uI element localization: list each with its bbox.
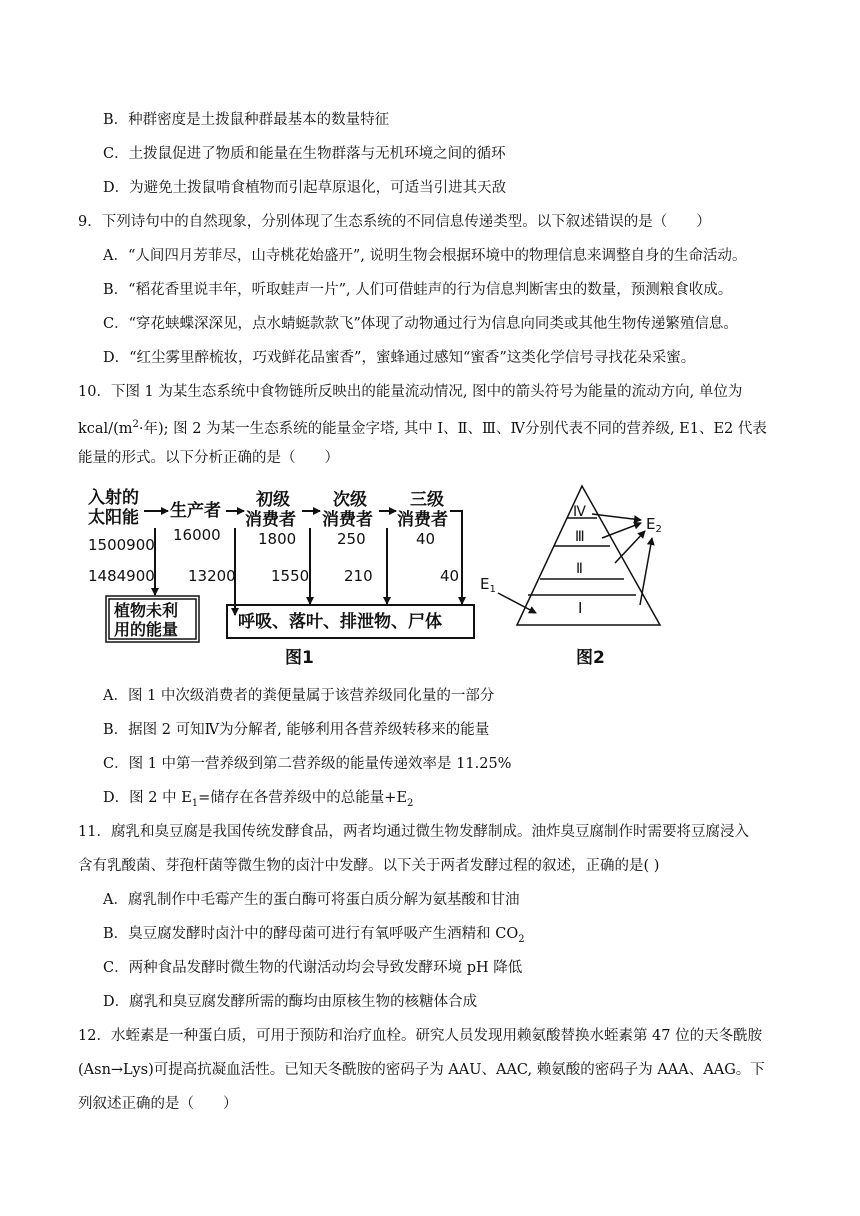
option-letter: C． [103, 146, 129, 162]
q10-stem-line1: 10．下图 1 为某生态系统中食物链所反映出的能量流动情况, 图中的箭头符号为能量的流动方向, 单位为 [78, 384, 743, 400]
q10-option-c [103, 754, 511, 774]
q12-stem-line1: 12．水蛭素是一种蛋白质，可用于预防和治疗血栓。研究人员发现用赖氨酸替换水蛭素第 47 位的天冬酰胺 [78, 1028, 763, 1044]
box-unused-line2: 用的能量 [114, 620, 179, 639]
q11-stem-line1: 11．腐乳和臭豆腐是我国传统发酵食品，两者均通过微生物发酵制成。油炸臭豆腐制作时需要将豆腐浸入 [78, 824, 749, 840]
option-letter: B． [103, 112, 129, 128]
value-producer-in: 16000 [173, 526, 221, 544]
stem-text: kcal/(m [78, 420, 133, 437]
option-text: “红尘雾里醉梳妆，巧戏鲜花品蜜香”，蜜蜂通过感知“蜜香”这类化学信号寻找花朵采蜜。 [129, 350, 696, 366]
q10-stem-line2 [78, 415, 767, 439]
node-tertiary-line2: 消费者 [397, 510, 448, 530]
q12-stem-line2: (Asn→Lys)可提高抗凝血活性。已知天冬酰胺的密码子为 AAU、AAC, 赖氨酸的密码子为 AAA、AAG。下 [78, 1062, 765, 1078]
arrow-iii-e2 [602, 523, 641, 538]
energy-flow-figure [80, 483, 670, 673]
option-letter: C． [103, 756, 129, 772]
option-text: 图 1 中第一营养级到第二营养级的能量传递效率是 11.25% [128, 756, 512, 772]
option-letter: D． [103, 994, 130, 1010]
q10-option-d [103, 788, 413, 814]
node-primary-line1: 初级 [256, 490, 290, 510]
option-letter: B． [103, 282, 129, 298]
arrow-ii-e2 [615, 531, 645, 563]
option-letter: D． [103, 180, 130, 196]
node-tertiary-line1: 三级 [410, 490, 444, 510]
value-producer-out: 13200 [188, 567, 236, 585]
option-letter: D． [103, 790, 130, 806]
arrow-down-tertiary [450, 511, 462, 604]
value-primary-in: 1800 [258, 530, 297, 548]
node-producer: 生产者 [170, 501, 221, 521]
option-letter: C． [103, 960, 129, 976]
q11-option-c [103, 958, 522, 978]
q9-option-d [103, 348, 695, 368]
option-text: =储存在各营养级中的总能量+E [198, 790, 408, 806]
pyramid-level-2: Ⅱ [576, 561, 583, 577]
option-text: 种群密度是土拨鼠种群最基本的数量特征 [128, 112, 390, 128]
stem-text: ·年); 图 2 为某一生态系统的能量金字塔, 其中 Ⅰ、Ⅱ、Ⅲ、Ⅳ分别代表不同的营养级, E1、E2 代表 [138, 420, 767, 437]
option-text: 两种食品发酵时微生物的代谢活动均会导致发酵环境 pH 降低 [128, 960, 523, 976]
q11-option-b [103, 924, 525, 950]
node-primary-line2: 消费者 [245, 510, 296, 530]
q11-stem-line2: 含有乳酸菌、芽孢杆菌等微生物的卤汁中发酵。以下关于两者发酵过程的叙述，正确的是( ) [78, 858, 660, 874]
q10-option-b [103, 720, 489, 740]
value-sun-out: 1484900 [88, 567, 155, 585]
value-tertiary-in: 40 [416, 530, 436, 548]
option-letter: A． [103, 892, 128, 908]
pyramid-level-3: Ⅲ [575, 529, 585, 545]
node-sun-line1: 入射的 [88, 488, 139, 508]
q8-option-c [103, 144, 506, 164]
q8-option-b [103, 110, 389, 130]
value-tertiary-out: 40 [440, 567, 460, 585]
q10-option-a [103, 686, 494, 706]
option-text: 为避免土拨鼠啃食植物而引起草原退化，可适当引进其天敌 [129, 180, 507, 196]
value-sun-in: 1500900 [88, 536, 155, 554]
option-text: 腐乳制作中毛霉产生的蛋白酶可将蛋白质分解为氨基酸和甘油 [127, 892, 520, 908]
option-letter: A． [103, 248, 128, 264]
superscript: 2 [132, 419, 139, 430]
q9-option-b [103, 280, 732, 300]
q11-option-d [103, 992, 477, 1012]
q11-option-a [103, 890, 519, 910]
subscript: 2 [407, 797, 414, 809]
q9-option-a [103, 246, 747, 266]
q9-option-c [103, 314, 738, 334]
value-secondary-out: 210 [344, 567, 373, 585]
node-secondary-line2: 消费者 [322, 510, 373, 530]
option-letter: A． [103, 688, 128, 704]
subscript: 1 [191, 797, 199, 809]
option-text: 图 1 中次级消费者的粪便量属于该营养级同化量的一部分 [127, 688, 495, 704]
option-text: 据图 2 可知Ⅳ为分解者, 能够利用各营养级转移来的能量 [128, 722, 490, 738]
pyramid-outline [517, 486, 660, 625]
label-e2: $E_2$ [646, 515, 662, 535]
option-text: 臭豆腐发酵时卤汁中的酵母菌可进行有氧呼吸产生酒精和 CO [128, 926, 519, 942]
option-text: “穿花蛱蝶深深见，点水蜻蜓款款飞”体现了动物通过行为信息向同类或其他生物传递繁殖信息。 [128, 316, 738, 332]
q12-stem-line3: 列叙述正确的是（ ） [78, 1096, 238, 1112]
value-primary-out: 1550 [271, 567, 310, 585]
option-text: “人间四月芳菲尽，山寺桃花始盛开”, 说明生物会根据环境中的物理信息来调整自身的生命活动。 [127, 248, 747, 264]
q10-stem-line3: 能量的形式。以下分析正确的是（ ） [78, 450, 339, 466]
option-letter: D． [103, 350, 130, 366]
value-secondary-in: 250 [337, 530, 366, 548]
option-text: 腐乳和臭豆腐发酵所需的酶均由原核生物的核糖体合成 [129, 994, 478, 1010]
node-secondary-line1: 次级 [333, 490, 367, 510]
option-text: “稻花香里说丰年，听取蛙声一片”, 人们可借蛙声的行为信息判断害虫的数量，预测粮食收成。 [128, 282, 733, 298]
q8-option-d [103, 178, 506, 198]
figure2-caption: 图2 [576, 648, 605, 668]
label-e1: $E_1$ [480, 575, 496, 595]
pyramid-level-1: Ⅰ [578, 599, 583, 617]
box-loss-text: 呼吸、落叶、排泄物、尸体 [238, 612, 442, 632]
figure1-caption: 图1 [285, 648, 314, 668]
option-text: 土拨鼠促进了物质和能量在生物群落与无机环境之间的循环 [128, 146, 506, 162]
option-letter: B． [103, 926, 129, 942]
node-sun-line2: 太阳能 [88, 508, 139, 528]
arrow-i-e2 [640, 538, 652, 605]
q9-stem: 9．下列诗句中的自然现象，分别体现了生态系统的不同信息传递类型。以下叙述错误的是（ ） [78, 214, 711, 230]
subscript: 2 [518, 933, 525, 945]
option-text: 图 2 中 E [129, 790, 192, 806]
box-unused-line1: 植物未利 [114, 601, 179, 620]
option-letter: B． [103, 722, 129, 738]
pyramid-level-4: Ⅳ [573, 504, 586, 520]
option-letter: C． [103, 316, 129, 332]
